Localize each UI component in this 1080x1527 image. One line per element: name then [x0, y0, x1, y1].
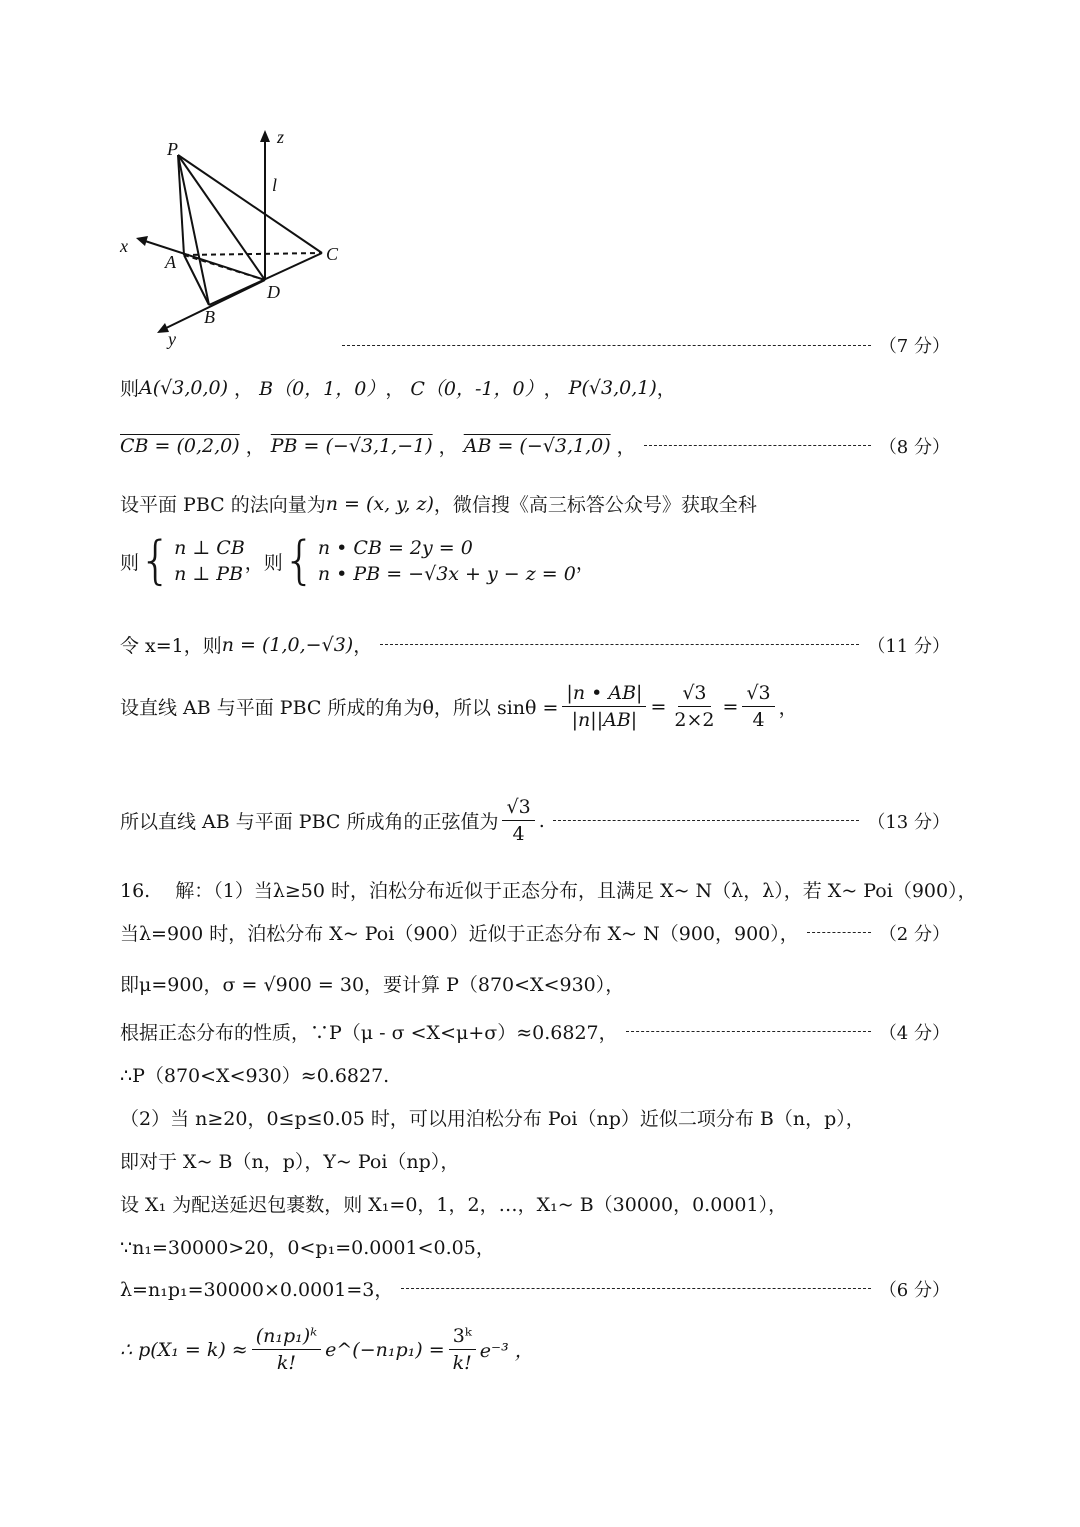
dash-leader	[644, 445, 871, 446]
label-A: A	[165, 252, 176, 272]
then-label-2: ，则	[244, 551, 283, 574]
q16-text-7: 即对于 X~ B（n，p），Y~ Poi（np），	[120, 1151, 460, 1173]
q16-line-6	[120, 1104, 950, 1131]
score-line-7	[342, 332, 950, 358]
let-x-text: 令 x=1，则	[120, 635, 222, 657]
score-6: （6 分）	[878, 1279, 950, 1301]
normal-vector-line	[120, 490, 950, 517]
label-z: z	[277, 127, 285, 147]
perp-1: n ⊥ CB	[174, 537, 245, 559]
fraction-1-den: |n||AB|	[571, 709, 638, 731]
normal-text-2: ，微信搜《高三标答公众号》获取全科	[433, 494, 757, 516]
vectors-line: CB = (0,2,0) ， PB = (−√3,1,−1) ， AB = (−√3,1,0) ， （8 分）	[120, 434, 950, 458]
normal-text: 设平面 PBC 的法向量为	[120, 494, 326, 516]
score-2: （2 分）	[878, 923, 950, 945]
q16-text-8: 设 X₁ 为配送延迟包裹数，则 X₁=0，1，2，…，X₁~ B（30000，0.0001），	[120, 1194, 788, 1216]
dash-leader	[342, 345, 871, 346]
q16-line-10	[120, 1275, 950, 1302]
q16-line-5	[120, 1061, 950, 1088]
conclusion-line: 所以直线 AB 与平面 PBC 所成角的正弦值为 $\frac{√3}{4}$ . （13 分）	[120, 796, 950, 845]
sin-theta-text: 设直线 AB 与平面 PBC 所成的角为θ，所以 sinθ =	[120, 697, 559, 719]
dash-leader	[626, 1031, 871, 1032]
score-11: （11 分）	[867, 635, 950, 657]
sin-theta-line: 设直线 AB 与平面 PBC 所成的角为θ，所以 sinθ = $\frac{|n • AB|}{|n||AB|}$ = $\frac{√3}{2\times 2}$ = $\frac{√3}{4}$ ，	[120, 682, 798, 731]
coord-P: P(√3,0,1)	[568, 376, 657, 399]
perp-system	[174, 537, 245, 585]
q16-line-3	[120, 970, 950, 997]
label-B: B	[204, 307, 215, 327]
q16-line-2	[120, 919, 950, 946]
q16-line-9	[120, 1233, 950, 1260]
brace-1: {	[139, 531, 173, 591]
coords-prefix: 则	[120, 378, 140, 400]
label-y: y	[168, 329, 176, 349]
q16-text-2: 当λ=900 时，泊松分布 X~ Poi（900）近似于正态分布 X~ N（900，900），	[120, 923, 799, 945]
q16-text-4: 根据正态分布的性质，∵P（μ - σ <X<μ+σ）≈0.6827，	[120, 1022, 618, 1044]
dash-leader	[553, 820, 860, 821]
poisson-lhs: ∴ p(X₁ = k) ≈	[120, 1338, 248, 1361]
equation-2: n • PB = −√3x + y − z = 0	[317, 563, 576, 585]
brace-2: {	[282, 531, 316, 591]
coord-B: B（0，1，0）	[259, 378, 386, 400]
fraction-3-num: √3	[742, 682, 774, 707]
dash-leader	[401, 1288, 870, 1289]
label-P: P	[167, 139, 178, 159]
edge-AC	[184, 253, 322, 255]
fraction-4-den: 4	[512, 823, 525, 845]
q16-line-1	[120, 876, 977, 903]
let-x-line: 令 x=1，则 n = (1,0,−√3) ， （11 分）	[120, 631, 950, 658]
vector-PB: PB = (−√3,1,−1)	[270, 434, 433, 457]
label-C: C	[326, 244, 339, 264]
fraction-1-num: |n • AB|	[562, 682, 646, 707]
fraction-1	[562, 682, 646, 731]
coords-end: ，	[656, 378, 676, 400]
q16-text-1: 16. 解：（1）当λ≥50 时，泊松分布近似于正态分布，且满足 X~ N（λ，λ），若 X~ Poi（900），	[120, 880, 977, 902]
system-end: ，	[575, 551, 595, 574]
q16-line-8	[120, 1190, 950, 1217]
dash-leader	[380, 644, 859, 645]
fraction-3-den: 4	[752, 709, 765, 731]
normal-result: n = (1,0,−√3)	[221, 633, 354, 656]
label-x: x	[120, 236, 128, 256]
coord-A: A(√3,0,0)	[139, 376, 229, 399]
label-D: D	[267, 282, 280, 302]
q16-text-6: （2）当 n≥20，0≤p≤0.05 时，可以用泊松分布 Poi（np）近似二项分布 B（n，p），	[120, 1108, 865, 1130]
fraction-4	[502, 796, 534, 845]
fraction-6	[449, 1325, 476, 1374]
dash-leader	[807, 932, 871, 933]
fraction-2-num: √3	[678, 682, 710, 707]
fraction-2	[670, 682, 718, 731]
coords-line: 则 A(√3,0,0) ， B（0，1，0） ， C（0，-1，0） ， P(√3,0,1) ，	[120, 374, 950, 401]
pyramid-figure	[112, 125, 372, 355]
fraction-4-num: √3	[502, 796, 534, 821]
poisson-end: e⁻³ ，	[479, 1340, 534, 1362]
q16-text-10: λ=n₁p₁=30000×0.0001=3，	[120, 1279, 394, 1301]
score-7: （7 分）	[878, 336, 950, 357]
q16-text-3: 即μ=900，σ = √900 = 30，要计算 P（870<X<930），	[120, 974, 625, 996]
coord-C: C（0，-1，0）	[410, 378, 544, 400]
score-8: （8 分）	[878, 436, 950, 458]
fraction-6-num: 3ᵏ	[449, 1325, 476, 1350]
fraction-5-den: k!	[276, 1352, 296, 1374]
equation-1: n • CB = 2y = 0	[317, 537, 473, 559]
x-axis-arrow	[136, 236, 148, 246]
conclusion-text: 所以直线 AB 与平面 PBC 所成角的正弦值为	[120, 811, 499, 833]
edge-PC	[178, 155, 322, 253]
poisson-mid: e^(−n₁p₁) =	[325, 1338, 445, 1361]
fraction-3	[742, 682, 774, 731]
dot-system	[318, 537, 576, 585]
vector-CB: CB = (0,2,0)	[120, 434, 240, 457]
system-line	[120, 531, 950, 591]
score-4: （4 分）	[878, 1022, 950, 1044]
score-13: （13 分）	[867, 811, 950, 833]
z-axis-arrow	[260, 130, 270, 142]
q16-text-5: ∴P（870<X<930）≈0.6827.	[120, 1065, 390, 1087]
q16-line-4	[120, 1018, 950, 1045]
q16-line-7	[120, 1147, 950, 1174]
vector-AB: AB = (−√3,1,0)	[463, 434, 611, 457]
fraction-5	[252, 1325, 321, 1374]
q16-text-9: ∵n₁=30000>20，0<p₁=0.0001<0.05，	[120, 1237, 495, 1259]
label-l: l	[272, 175, 278, 195]
q16-line-11	[120, 1325, 950, 1374]
then-label: 则	[120, 551, 140, 574]
fraction-5-num: (n₁p₁)ᵏ	[252, 1325, 321, 1350]
normal-vector: n = (x, y, z)	[325, 492, 434, 515]
fraction-2-den: 2×2	[674, 709, 715, 731]
perp-2: n ⊥ PB	[174, 563, 244, 585]
fraction-6-den: k!	[452, 1352, 472, 1374]
